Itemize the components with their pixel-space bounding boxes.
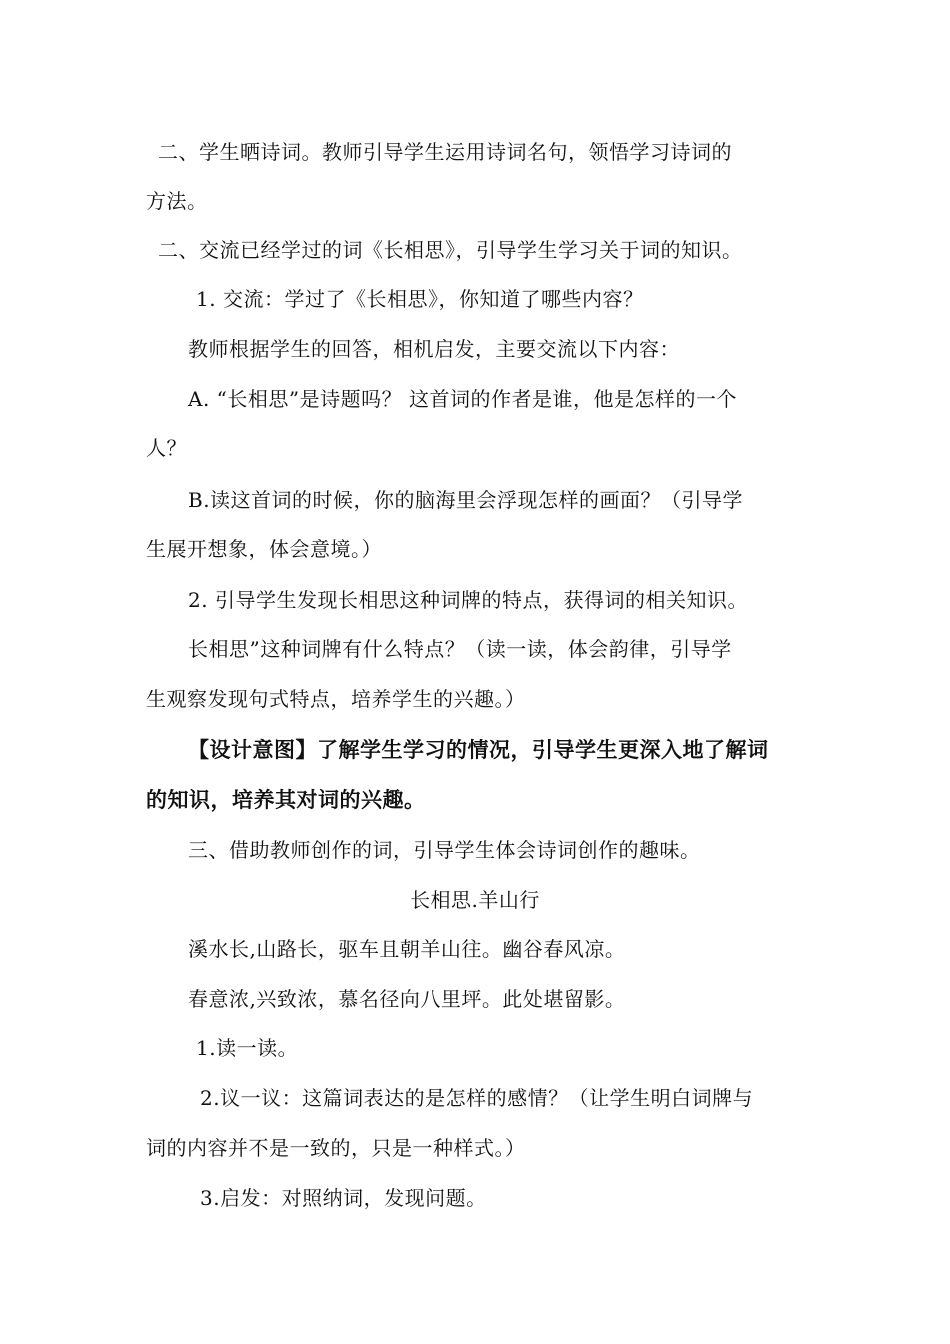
paragraph-line: 人？ [146, 436, 187, 460]
poem-line: 溪水长,山路长，驱车且朝羊山往。幽谷春风凉。 [188, 937, 626, 961]
paragraph-line: 长相思”这种词牌有什么特点？（读一读，体会韵律，引导学 [188, 637, 732, 661]
paragraph-line: 3.启发：对照纳词，发现问题。 [200, 1186, 487, 1210]
paragraph-line: 2. 引导学生发现长相思这种词牌的特点，获得词的相关知识。 [188, 588, 748, 612]
paragraph-line: A. “长相思”是诗题吗？ 这首词的作者是谁，他是怎样的一个 [188, 387, 737, 411]
paragraph-line: 二、交流已经学过的词《长相思》，引导学生学习关于词的知识。 [158, 238, 743, 262]
paragraph-line: B.读这首词的时候，你的脑海里会浮现怎样的画面？（引导学 [188, 488, 744, 512]
design-intent-line: 【设计意图】了解学生学习的情况，引导学生更深入地了解词 [188, 737, 769, 762]
paragraph-line: 方法。 [146, 189, 208, 213]
poem-title: 长相思.羊山行 [410, 888, 540, 912]
poem-line: 春意浓,兴致浓，慕名径向八里坪。此处堪留影。 [188, 987, 626, 1011]
paragraph-line: 2.议一议：这篇词表达的是怎样的感情？（让学生明白词牌与 [200, 1086, 754, 1110]
paragraph-line: 1.读一读。 [196, 1036, 299, 1060]
paragraph-line: 1. 交流：学过了《长相思》，你知道了哪些内容？ [196, 287, 644, 311]
paragraph-line: 三、借助教师创作的词，引导学生体会诗词创作的趣味。 [188, 838, 701, 862]
paragraph-line: 生观察发现句式特点，培养学生的兴趣。） [146, 687, 526, 711]
paragraph-line: 二、学生晒诗词。教师引导学生运用诗词名句，领悟学习诗词的 [158, 140, 732, 164]
paragraph-line: 词的内容并不是一致的，只是一种样式。） [146, 1136, 526, 1160]
design-intent-line: 的知识，培养其对词的兴趣。 [146, 787, 426, 812]
paragraph-line: 教师根据学生的回答，相机启发，主要交流以下内容： [188, 337, 680, 361]
paragraph-line: 生展开想象，体会意境。） [146, 537, 382, 561]
